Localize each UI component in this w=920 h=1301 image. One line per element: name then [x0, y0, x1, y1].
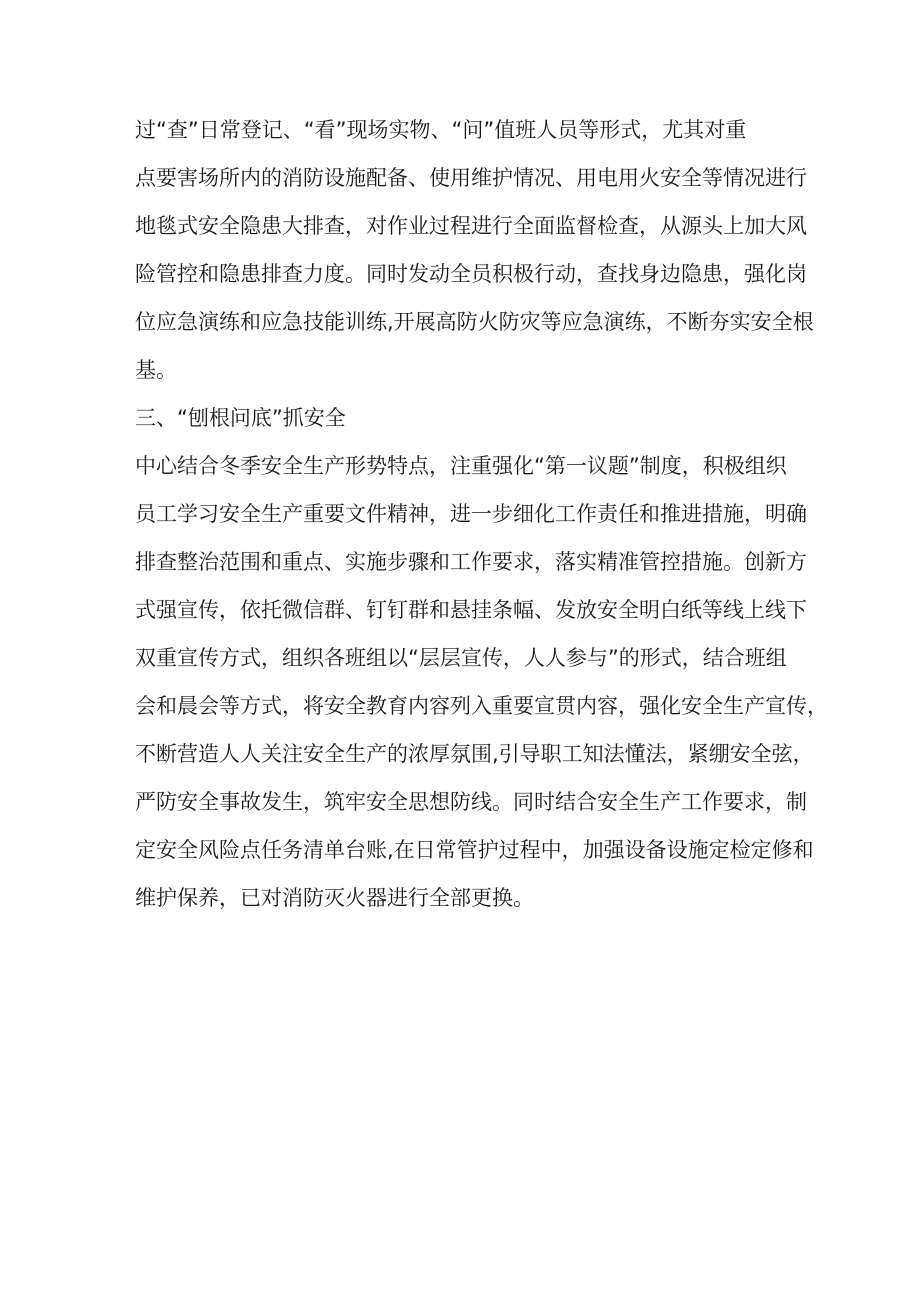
paragraph-2-line: 式强宣传，依托微信群、钉钉群和悬挂条幅、发放安全明白纸等线上线下 — [135, 598, 807, 622]
section-heading: 三、“刨根问底”抓安全 — [135, 406, 346, 430]
paragraph-2-line: 维护保养，已对消防灭火器进行全部更换。 — [135, 886, 534, 910]
paragraph-1-line: 险管控和隐患排查力度。同时发动全员积极行动，查找身边隐患，强化岗 — [135, 262, 807, 286]
paragraph-2-line: 排查整治范围和重点、实施步骤和工作要求，落实精准管控措施。创新方 — [135, 550, 807, 574]
paragraph-2-line: 双重宣传方式，组织各班组以“层层宣传，人人参与”的形式，结合班组 — [135, 646, 787, 670]
paragraph-1-line: 基。 — [135, 358, 177, 382]
paragraph-2-line: 员工学习安全生产重要文件精神，进一步细化工作责任和推进措施，明确 — [135, 502, 807, 526]
paragraph-1-line: 地毯式安全隐患大排查，对作业过程进行全面监督检查，从源头上加大风 — [135, 214, 807, 238]
paragraph-2-line: 不断营造人人关注安全生产的浓厚氛围,引导职工知法懂法，紧绷安全弦， — [135, 742, 814, 766]
paragraph-2-line: 定安全风险点任务清单台账,在日常管护过程中，加强设备设施定检定修和 — [135, 838, 814, 862]
paragraph-2-line: 中心结合冬季安全生产形势特点，注重强化“第一议题”制度，积极组织 — [135, 454, 787, 478]
paragraph-1-line: 过“查”日常登记、“看”现场实物、“问”值班人员等形式，尤其对重 — [135, 118, 747, 142]
paragraph-2-line: 会和晨会等方式，将安全教育内容列入重要宣贯内容，强化安全生产宣传， — [135, 694, 828, 718]
paragraph-2-line: 严防安全事故发生，筑牢安全思想防线。同时结合安全生产工作要求，制 — [135, 790, 807, 814]
paragraph-1-line: 点要害场所内的消防设施配备、使用维护情况、用电用火安全等情况进行 — [135, 166, 807, 190]
paragraph-1-line: 位应急演练和应急技能训练,开展高防火防灾等应急演练，不断夯实安全根 — [135, 310, 814, 334]
